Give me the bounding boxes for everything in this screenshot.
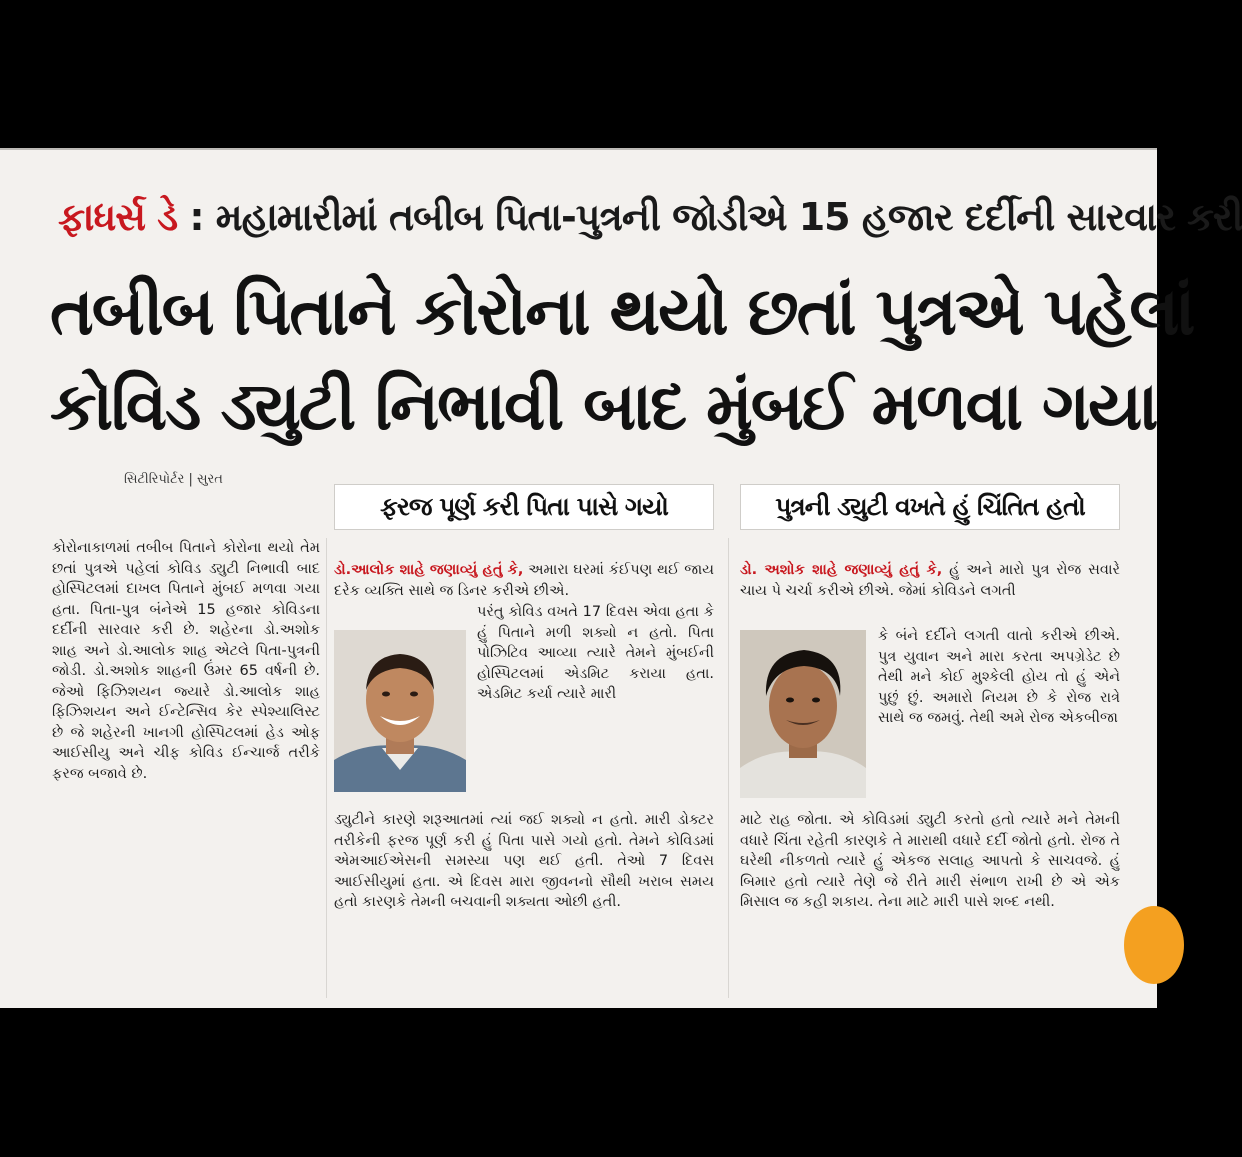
- scan-edge: [0, 148, 1157, 150]
- column-divider: [728, 538, 729, 998]
- son-quote-bottom: ડ્યુટીને કારણે શરૂઆતમાં ત્યાં જઈ શક્યો ન હતો. મારી ડોક્ટર તરીકેની ફરજ પૂર્ણ કરી હું પિતા પાસે ગયો હતો. તેમને કોવિડમાં એમઆઈએસની સમસ્યા પણ થઈ હતી. તેઓ 7 દિવસ આઈસીયુમાં હતા. એ દિવસ મારા જીવનનો સૌથી ખરાબ સમય હતો કારણકે તેમની બચવાની શક્યતા ઓછી હતી.: [334, 812, 714, 910]
- column-divider: [326, 538, 327, 998]
- headline-line-2: કોવિડ ડ્યુટી નિભાવી બાદ મુંબઈ મળવા ગયા: [50, 368, 1157, 445]
- portrait-photo-ashok-shah: [740, 630, 866, 798]
- son-quote-top-text: અમારા ઘરમાં કંઈપણ થઈ જાય દરેક વ્યક્તિ સાથે જ ડિનર કરીએ છીએ.: [334, 562, 714, 599]
- headline-line-1: તબીબ પિતાને કોરોના થયો છતાં પુત્રએ પહેલાં: [50, 273, 1194, 350]
- subheading-son: ફરજ પૂર્ણ કરી પિતા પાસે ગયો: [334, 484, 714, 530]
- newspaper-clipping: [0, 148, 1242, 1008]
- byline: સિટીરિપોર્ટર | સુરત: [124, 472, 223, 487]
- father-quote-top-text: હું અને મારો પુત્ર રોજ સવારે ચાય પે ચર્ચા કરીએ છીએ. જેમાં કોવિડને લગતી: [740, 562, 1120, 599]
- kicker-text: મહામારીમાં તબીબ પિતા-પુત્રની જોડીએ 15 હજાર દર્દીની સારવાર કરી: [215, 195, 1242, 239]
- son-quote-lead: ડો.આલોક શાહે જણાવ્યું હતું કે,: [334, 562, 524, 578]
- father-quote-lead: ડો. અશોક શાહે જણાવ્યું હતું કે,: [740, 562, 943, 578]
- portrait-illustration: [740, 630, 866, 798]
- kicker-tag: ફાધર્સ ડે: [58, 195, 178, 239]
- subheading-father: પુત્રની ડ્યુટી વખતે હું ચિંતિત હતો: [740, 484, 1120, 530]
- son-quote-side: પરંતુ કોવિડ વખતે 17 દિવસ એવા હતા કે હું પિતાને મળી શક્યો ન હતો. પિતા પોઝિટિવ આવ્યા ત્યારે તેમને મુંબઈની હોસ્પિટલમાં એડમિટ કરાયા હતા. એડમિટ કર્યા ત્યારે મારી: [477, 604, 714, 702]
- kicker-separator: :: [177, 195, 216, 239]
- orange-marker: [1124, 906, 1184, 984]
- father-quote-bottom: માટે રાહ જોતા. એ કોવિડમાં ડ્યુટી કરતો હતો ત્યારે મને તેમની વધારે ચિંતા રહેતી કારણકે તે મારાથી વધારે દર્દી જોતો હતો. રોજ તે ઘરેથી નીકળતો ત્યારે હું એકજ સલાહ આપતો કે સાચવજે. હું બિમાર હતો ત્યારે તેણે જે રીતે મારી સંભાળ રાખી છે એ એક મિસાલ જ કહી શકાય. તેના માટે મારી પાસે શબ્દ નથી.: [740, 812, 1120, 910]
- son-quote-top: [334, 560, 714, 602]
- father-quote-top: [740, 560, 1120, 602]
- portrait-photo-alok-shah: [334, 630, 466, 792]
- portrait-illustration: [334, 630, 466, 792]
- intro-column: કોરોનાકાળમાં તબીબ પિતાને કોરોના થયો તેમ છતાં પુત્રએ પહેલાં કોવિડ ડ્યુટી નિભાવી બાદ હોસ્પિટલમાં દાખલ પિતાને મુંબઈ મળવા ગયા હતા. પિતા-પુત્ર બંનેએ 15 હજાર કોવિડના દર્દીની સારવાર કરી છે. શહેરના ડો.અશોક શાહ અને ડો.આલોક શાહ એટલે પિતા-પુત્રની જોડી. ડો.અશોક શાહની ઉંમર 65 વર્ષની છે. જેઓ ફિઝિશયન જ્યારે ડો.આલોક શાહ ફિઝિશયન અને ઈન્ટેન્સિવ કેર સ્પેશ્યાલિસ્ટ છે જે શહેરની ખાનગી હોસ્પિટલમાં હેડ ઓફ આઈસીયુ અને ચીફ કોવિડ ઈન્ચાર્જ તરીકે ફરજ બજાવે છે.: [52, 540, 320, 782]
- article-kicker: [58, 186, 1242, 248]
- father-quote-side: કે બંને દર્દીને લગતી વાતો કરીએ છીએ. પુત્ર યુવાન અને મારા કરતા અપગ્રેડેટ છે તેથી મને કોઈ મુશ્કેલી હોય તો હું એને પુછું છું. અમારો નિયમ છે કે રોજ રાત્રે સાથે જ જમવું. તેથી અમે રોજ એકબીજા: [878, 628, 1120, 726]
